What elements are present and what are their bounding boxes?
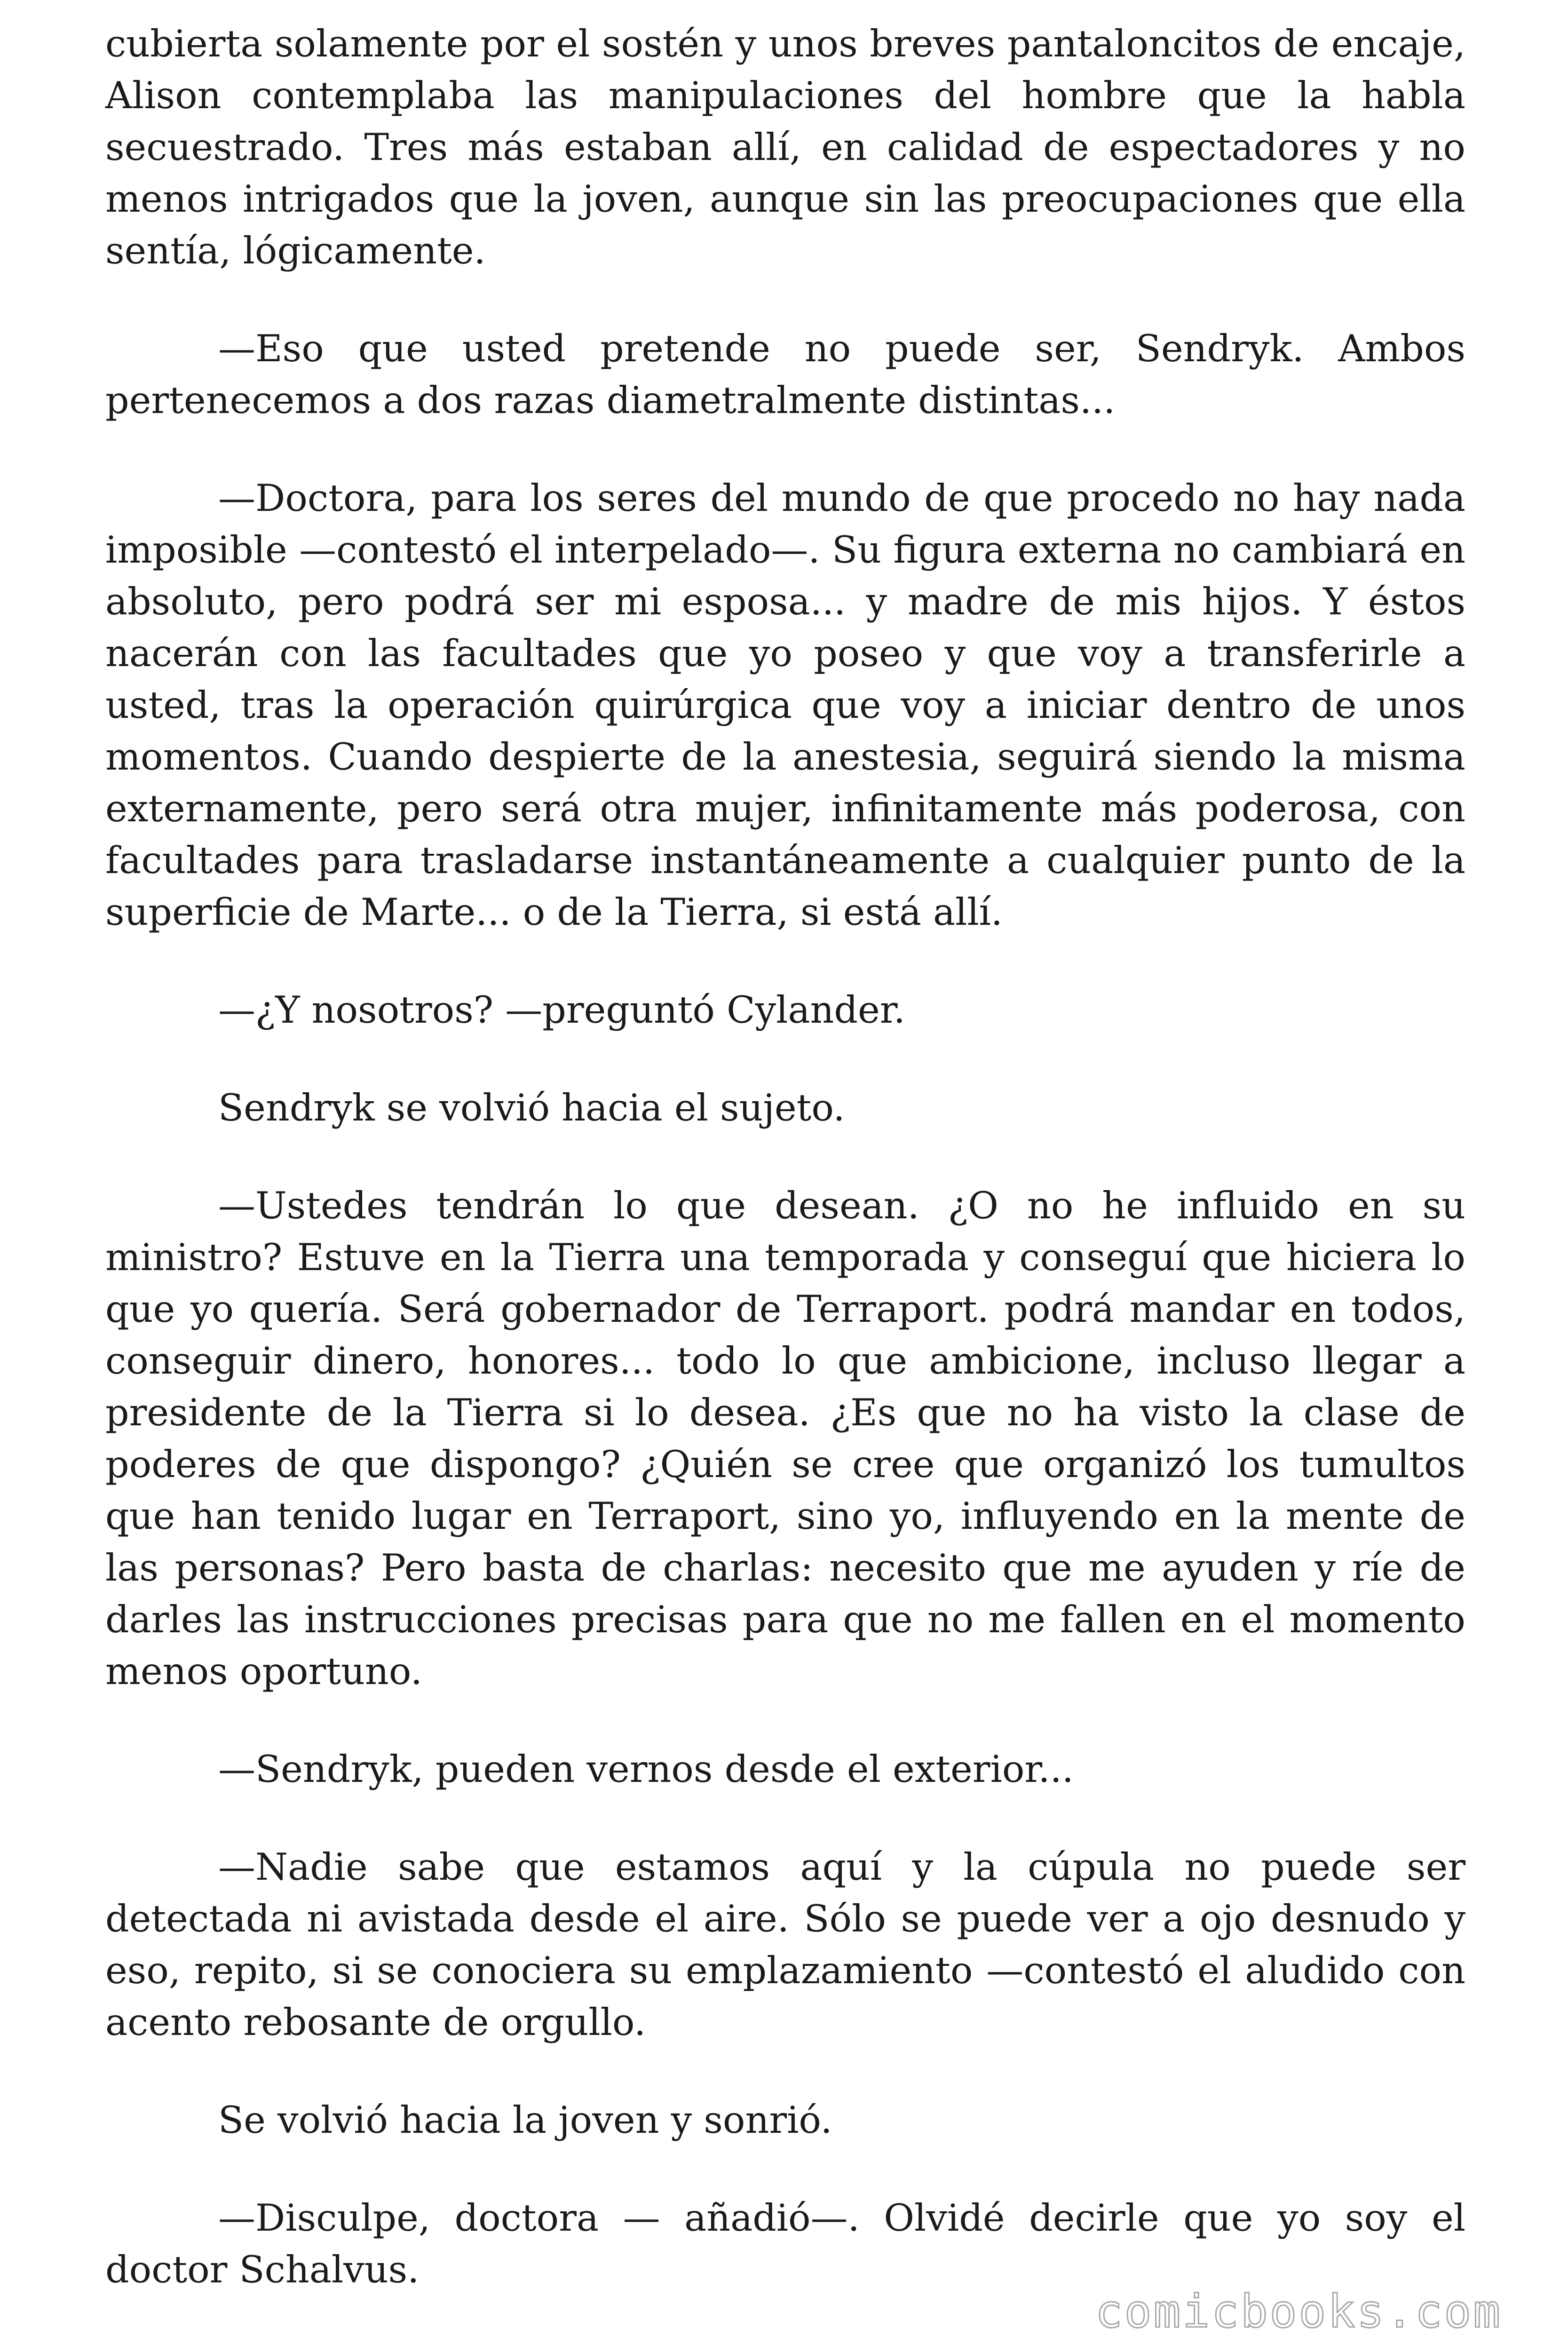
paragraph-2: —Eso que usted pretende no puede ser, Sendryk. Ambos pertenecemos a dos razas diametralmente distintas... [105,327,1465,422]
watermark-logo: comicbooks.com [1095,2285,1502,2338]
paragraph-8: —Nadie sabe que estamos aquí y la cúpula no puede ser detectada ni avistada desde el aire. Sólo se puede ver a ojo desnudo y eso, repito, si se conociera su emplazamiento —contestó el aludido con acento rebosante de orgullo. [105,1845,1465,2044]
paragraph-9: Se volvió hacia la joven y sonrió. [218,2098,832,2142]
paragraph-6: —Ustedes tendrán lo que desean. ¿O no he influido en su ministro? Estuve en la Tierra una temporada y conseguí que hiciera lo que yo quería. Será gobernador de Terraport. podrá mandar en todos, conseguir dinero, honores... todo lo que ambicione, incluso llegar a presidente de la Tierra si lo desea. ¿Es que no ha visto la clase de poderes de que dispongo? ¿Quién se cree que organizó los tumultos que han tenido lugar en Terraport, sino yo, influyendo en la mente de las personas? Pero basta de charlas: necesito que me ayuden y ríe de darles las instrucciones precisas para que no me fallen en el momento menos oportuno. [105,1184,1465,1693]
paragraph-1: cubierta solamente por el sostén y unos breves pantaloncitos de encaje, Alison contemplaba las manipulaciones del hombre que la habla secuestrado. Tres más estaban allí, en calidad de espectadores y no menos intrigados que la joven, aunque sin las preocupaciones que ella sentía, lógicamente. [105,22,1465,272]
paragraph-10: —Disculpe, doctora — añadió—. Olvidé decirle que yo soy el doctor Schalvus. [105,2196,1465,2291]
document-page [105,18,1465,2342]
paragraph-4: —¿Y nosotros? —preguntó Cylander. [218,988,905,1032]
paragraph-7: —Sendryk, pueden vernos desde el exterior... [218,1748,1074,1791]
paragraph-3: —Doctora, para los seres del mundo de que procedo no hay nada imposible —contestó el interpelado—. Su figura externa no cambiará en absoluto, pero podrá ser mi esposa... y madre de mis hijos. Y éstos nacerán con las facultades que yo poseo y que voy a transferirle a usted, tras la operación quirúrgica que voy a iniciar dentro de unos momentos. Cuando despierte de la anestesia, seguirá siendo la misma externamente, pero será otra mujer, infinitamente más poderosa, con facultades para trasladarse instantáneamente a cualquier punto de la superficie de Marte... o de la Tierra, si está allí. [105,477,1465,934]
paragraph-5: Sendryk se volvió hacia el sujeto. [218,1086,845,1129]
